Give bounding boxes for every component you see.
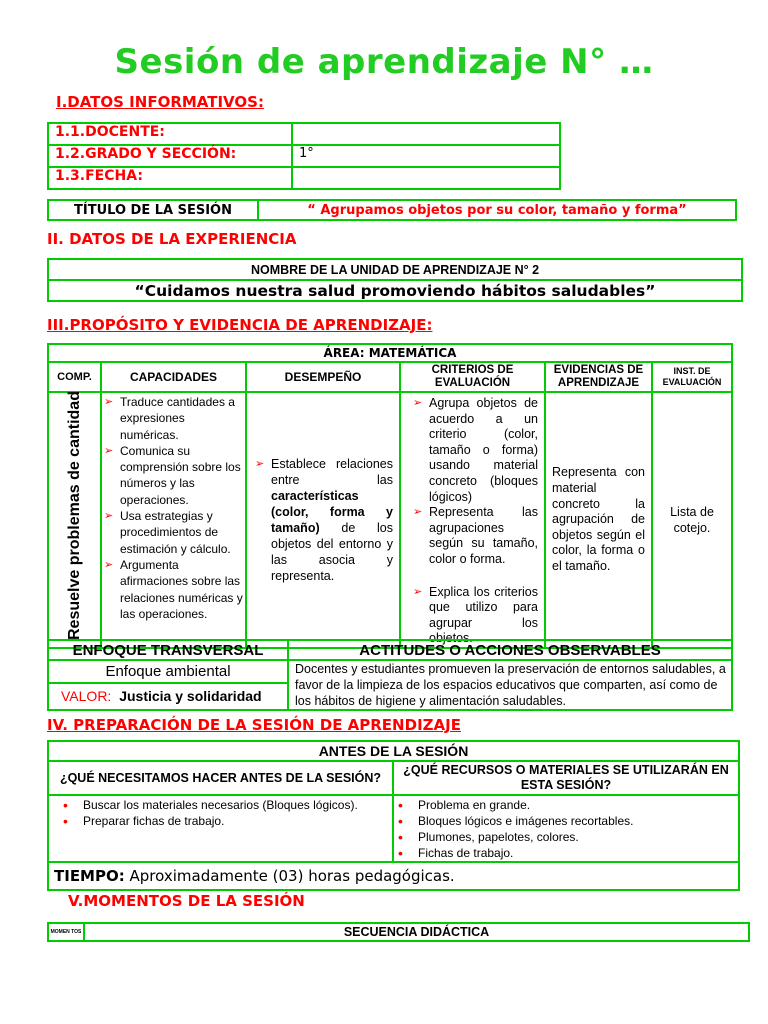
fecha-label: 1.3.FECHA: [48, 167, 292, 189]
actitudes-header: ACTITUDES O ACCIONES OBSERVABLES [288, 640, 732, 660]
comp-header: COMP. [48, 362, 101, 392]
evidencias-cell: Representa con material concreto la agrupación de objetos según el color, la forma o el tamaño. [545, 392, 652, 648]
hacer-question: ¿QUÉ NECESITAMOS HACER ANTES DE LA SESIÓN? [48, 761, 393, 795]
desempeno-header: DESEMPEÑO [246, 362, 400, 392]
criterios-header: CRITERIOS DE EVALUACIÓN [400, 362, 545, 392]
secuencia-header: SECUENCIA DIDÁCTICA [84, 923, 749, 941]
recursos-list [384, 797, 738, 861]
preparacion-table [47, 740, 740, 891]
criterios-cell [400, 392, 545, 648]
titulo-label: TÍTULO DE LA SESIÓN [48, 200, 258, 220]
recursos-cell [393, 795, 739, 862]
list-item: • Fichas de trabajo. [384, 845, 738, 861]
list-item: ➢ Traduce cantidades a expresiones numéricas. [102, 394, 243, 443]
evidencias-header: EVIDENCIAS DE APRENDIZAJE [545, 362, 652, 392]
enfoque-value: Enfoque ambiental [48, 660, 288, 683]
enfoque-header: ENFOQUE TRANSVERSAL [48, 640, 288, 660]
competencia-cell [48, 392, 101, 648]
page-title: Sesión de aprendizaje N° … [114, 42, 654, 82]
list-item: ➢ Explica los criterios que utilizo para agrupar los objetos. [411, 585, 538, 647]
list-item: ➢ Representa las agrupaciones según su tamaño, color o forma. [411, 505, 538, 567]
actitudes-text: Docentes y estudiantes promueven la preservación de entornos saludables, a favor de la limpieza de los espacios educativos que comparten, así como de los hábitos de higiene y alimentación saludables. [288, 660, 732, 710]
grado-label: 1.2.GRADO Y SECCIÓN: [48, 145, 292, 167]
hacer-list [49, 797, 392, 829]
tiempo-value: Aproximadamente (03) horas pedagógicas. [129, 867, 455, 885]
criterios-list [405, 396, 538, 647]
competencia-text: Resuelve problemas de cantidad [65, 390, 83, 640]
list-item: • Bloques lógicos e imágenes recortables. [384, 813, 738, 829]
capacidades-header: CAPACIDADES [101, 362, 246, 392]
proposito-table [47, 343, 733, 649]
list-item: ➢ Argumenta afirmaciones sobre las relaciones numéricas y las operaciones. [102, 557, 243, 622]
hacer-cell [48, 795, 393, 862]
valor-label: VALOR: [61, 688, 112, 705]
tiempo-label: TIEMPO: [54, 867, 125, 885]
list-item: ➢ Agrupa objetos de acuerdo a un criterio (color, tamaño o forma) usando material concreto (bloques lógicos) [411, 396, 538, 505]
enfoque-table [47, 639, 733, 711]
valor-value: Justicia y solidaridad [119, 688, 262, 705]
momentos-table [47, 922, 750, 942]
fecha-value [292, 167, 560, 189]
recursos-question: ¿QUÉ RECURSOS O MATERIALES SE UTILIZARÁN EN ESTA SESIÓN? [393, 761, 739, 795]
section-3-heading: III.PROPÓSITO Y EVIDENCIA DE APRENDIZAJE: [47, 316, 433, 334]
list-item: • Plumones, papelotes, colores. [384, 829, 738, 845]
docente-label: 1.1.DOCENTE: [48, 123, 292, 145]
titulo-value: “ Agrupamos objetos por su color, tamaño y forma” [258, 200, 736, 220]
list-item: ➢ Usa estrategias y procedimientos de estimación y cálculo. [102, 508, 243, 557]
titulo-table [47, 199, 737, 221]
desempeno-text: ➢ Establece relaciones entre las características (color, forma y tamaño) de los objetos del entorno y las asocia y representa. [253, 456, 393, 584]
grado-value: 1° [292, 145, 560, 167]
area-label: ÁREA: MATEMÁTICA [48, 344, 732, 362]
valor-cell [48, 683, 288, 710]
section-5-heading: V.MOMENTOS DE LA SESIÓN [68, 892, 305, 910]
section-2-heading: II. DATOS DE LA EXPERIENCIA [47, 230, 297, 248]
unidad-table [47, 258, 743, 302]
inst-header: INST. DE EVALUACIÓN [652, 362, 732, 392]
section-4-heading: IV. PREPARACIÓN DE LA SESIÓN DE APRENDIZAJE [47, 716, 461, 734]
list-item: • Buscar los materiales necesarios (Bloques lógicos). [49, 797, 392, 813]
list-item: • Preparar fichas de trabajo. [49, 813, 392, 829]
instrumento-cell: Lista de cotejo. [652, 392, 732, 648]
list-item: ➢ Comunica su comprensión sobre los números y las operaciones. [102, 443, 243, 508]
list-item: • Problema en grande. [384, 797, 738, 813]
unidad-name: “Cuidamos nuestra salud promoviendo hábitos saludables” [48, 280, 742, 301]
datos-informativos-table [47, 122, 561, 190]
unidad-label: NOMBRE DE LA UNIDAD DE APRENDIZAJE N° 2 [48, 259, 742, 280]
capacidades-list [102, 394, 243, 622]
capacidades-cell [101, 392, 246, 648]
section-1-heading: I.DATOS INFORMATIVOS: [56, 93, 264, 111]
desempeno-cell [246, 392, 400, 648]
antes-header: ANTES DE LA SESIÓN [48, 741, 739, 761]
docente-value [292, 123, 560, 145]
tiempo-cell [48, 862, 739, 890]
momentos-header: MOMEN TOS [48, 923, 84, 941]
